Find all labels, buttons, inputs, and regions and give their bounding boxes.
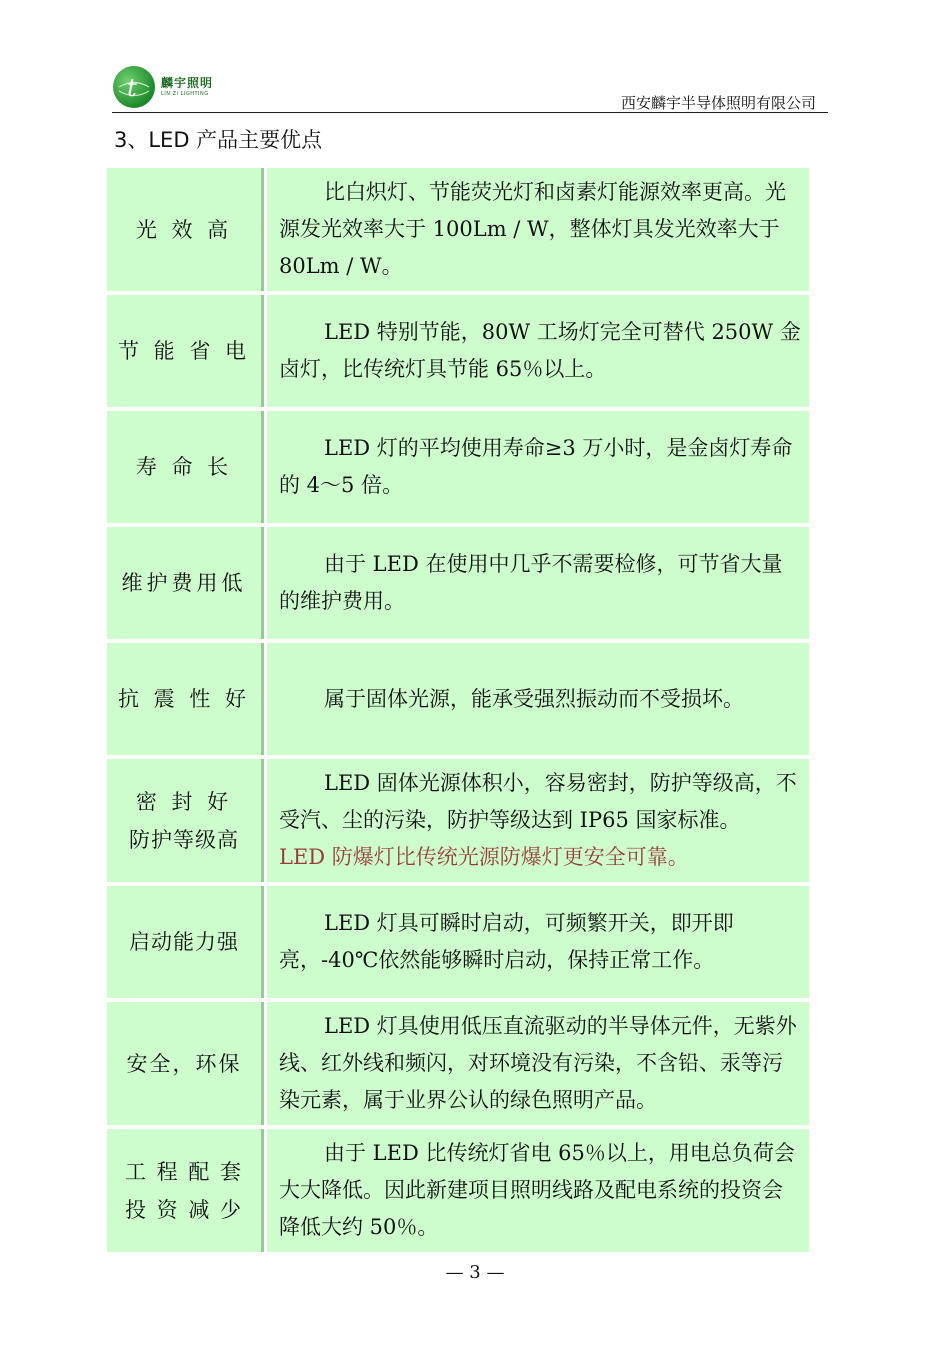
svg-text:t: t: [127, 74, 137, 102]
advantages-table: [104, 164, 812, 1256]
row-description: LED 固体光源体积小，容易密封，防护等级高，不受汽、尘的污染，防护等级达到 IP65 国家标准。: [279, 771, 797, 832]
row-description: LED 特别节能，80W 工场灯完全可替代 250W 金卤灯，比传统灯具节能 65％以上。: [279, 320, 801, 381]
row-description-cell: [267, 1129, 809, 1252]
row-label-cell: [107, 411, 264, 523]
table-row: [107, 886, 809, 998]
row-description: 属于固体光源，能承受强烈振动而不受损坏。: [324, 686, 744, 711]
row-description-cell: [267, 527, 809, 639]
row-label-second-line: 防护等级高: [129, 827, 239, 852]
row-label-cell: [107, 759, 264, 882]
table-row: [107, 527, 809, 639]
company-name: 西安麟宇半导体照明有限公司: [620, 94, 816, 112]
row-description: LED 灯具可瞬时启动，可频繁开关，即开即亮，-40℃依然能够瞬时启动，保持正常工作。: [279, 911, 734, 972]
row-description-cell: [267, 886, 809, 998]
row-description: LED 灯具使用低压直流驱动的半导体元件，无紫外线、红外线和频闪，对环境没有污染，不含铅、汞等污染元素，属于业界公认的绿色照明产品。: [279, 1014, 797, 1112]
row-description: 比白炽灯、节能荧光灯和卤素灯能源效率更高。光源发光效率大于 100Lm / W，整体灯具发光效率大于 80Lm / W。: [279, 180, 786, 278]
row-label-cell: [107, 1002, 264, 1125]
table-row: [107, 295, 809, 407]
row-label: 维护费用低: [121, 571, 247, 595]
row-label-cell: [107, 168, 264, 291]
row-description-highlight: LED 防爆灯比传统光源防爆灯更安全可靠。: [279, 845, 689, 869]
logo-english-text: LIN ZI LIGHTING: [161, 91, 209, 97]
table-row: [107, 168, 809, 291]
section-title: 3、LED 产品主要优点: [114, 128, 323, 152]
table-row: [107, 643, 809, 755]
row-label: 密 封 好: [135, 789, 233, 814]
page-number: — 3 —: [445, 1262, 505, 1283]
row-description-cell: [267, 411, 809, 523]
table-row: [107, 1002, 809, 1125]
row-description: LED 灯的平均使用寿命≥3 万小时，是金卤灯寿命的 4～5 倍。: [279, 436, 793, 497]
row-label: 抗 震 性 好: [117, 687, 251, 711]
company-logo: [113, 66, 213, 108]
row-label-cell: [107, 295, 264, 407]
row-description-cell: [267, 643, 809, 755]
table-row: [107, 411, 809, 523]
row-label: 安全，环保: [126, 1051, 242, 1076]
table-row: [107, 759, 809, 882]
row-label: 寿 命 长: [135, 455, 233, 479]
row-label: 启动能力强: [129, 930, 239, 954]
row-description: 由于 LED 在使用中几乎不需要检修，可节省大量的维护费用。: [279, 552, 783, 613]
row-description-cell: [267, 168, 809, 291]
row-label: 节 能 省 电: [117, 339, 251, 363]
row-description-cell: [267, 759, 809, 882]
header-divider: [112, 112, 828, 113]
row-label-second-line: 投 资 减 少: [124, 1197, 244, 1222]
row-label-cell: [107, 643, 264, 755]
row-label-cell: [107, 527, 264, 639]
table-row: [107, 1129, 809, 1252]
row-label-cell: [107, 886, 264, 998]
row-description-cell: [267, 1002, 809, 1125]
logo-chinese-text: 麟宇照明: [161, 76, 214, 90]
row-label: 光 效 高: [135, 217, 233, 242]
row-label: 工 程 配 套: [124, 1159, 244, 1184]
row-description-cell: [267, 295, 809, 407]
row-label-cell: [107, 1129, 264, 1252]
leaf-globe-logo-icon: [113, 66, 155, 108]
row-description: 由于 LED 比传统灯省电 65％以上，用电总负荷会大大降低。因此新建项目照明线路及配电系统的投资会降低大约 50％。: [279, 1141, 795, 1239]
